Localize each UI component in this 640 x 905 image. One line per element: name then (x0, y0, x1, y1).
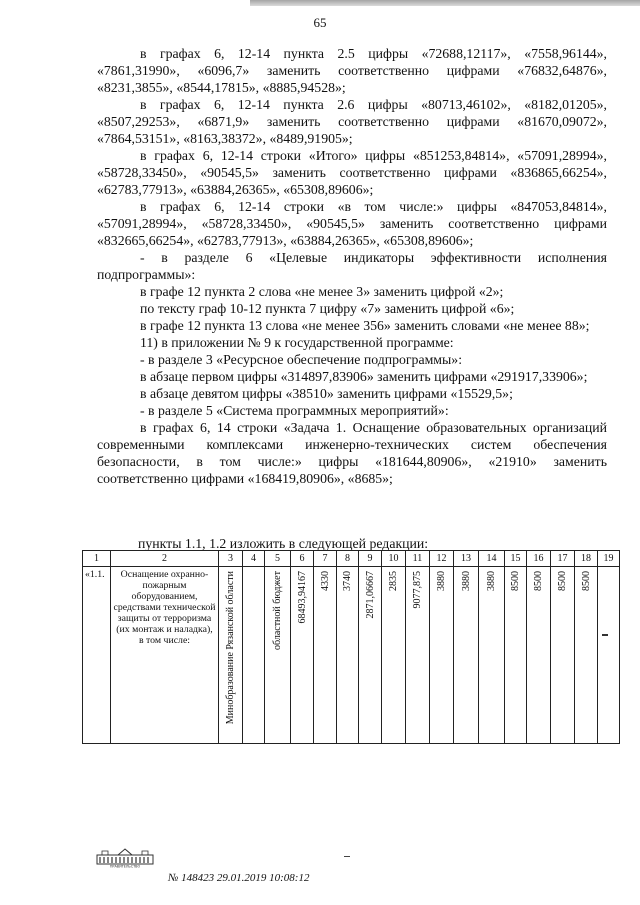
executor-cell (219, 567, 243, 744)
paragraph: по тексту граф 10-12 пункта 7 цифру «7» заменить цифрой «6»; (140, 301, 515, 316)
value-cell: 8500 (527, 567, 551, 744)
table-header-row (83, 551, 620, 567)
header-cell: 14 (479, 551, 505, 567)
header-cell: 17 (551, 551, 575, 567)
value-cell: 3880 (479, 567, 505, 744)
page-number: 65 (313, 15, 327, 30)
header-cell: 11 (406, 551, 430, 567)
header-cell: 9 (359, 551, 382, 567)
executor-text: Минобразование Рязанской области (225, 571, 236, 725)
header-cell: 18 (575, 551, 598, 567)
registration-number: № 148423 29.01.2019 10:08:12 (168, 872, 310, 884)
funding-source-text: областной бюджет (272, 571, 283, 651)
item-number-cell: «1.1. (83, 567, 111, 744)
value-cell: 8500 (575, 567, 598, 744)
header-cell: 2 (111, 551, 219, 567)
paragraph: в абзаце первом цифры «314897,83906» заменить цифрами «291917,33906»; (140, 369, 588, 384)
paragraph: 11) в приложении № 9 к государственной программе: (140, 335, 454, 350)
header-cell: 4 (243, 551, 265, 567)
scan-mark (344, 856, 350, 857)
header-cell: 12 (430, 551, 454, 567)
value-cell: 9077,875 (406, 567, 430, 744)
scan-edge-line (250, 0, 640, 6)
paragraph: в абзаце девятом цифры «38510» заменить цифрами «15529,5»; (140, 386, 513, 401)
paragraph: в графе 12 пункта 2 слова «не менее 3» заменить цифрой «2»; (140, 284, 504, 299)
header-cell: 19 (598, 551, 620, 567)
scan-mark (602, 634, 608, 636)
header-cell: 7 (314, 551, 337, 567)
stamp-caption: ПРАВИТЕЛЬСТВО (109, 864, 141, 868)
header-cell: 6 (291, 551, 314, 567)
value-cell: 68493,94167 (291, 567, 314, 744)
table-cell (243, 567, 265, 744)
value-cell: 3740 (337, 567, 359, 744)
table-intro: пункты 1.1, 1.2 изложить в следующей редакции: (138, 536, 429, 551)
header-cell: 13 (454, 551, 479, 567)
value-cell: 3880 (454, 567, 479, 744)
value-cell: 3880 (430, 567, 454, 744)
header-cell: 8 (337, 551, 359, 567)
paragraph: - в разделе 5 «Система программных мероприятий»: (140, 403, 449, 418)
paragraph: - в разделе 6 «Целевые индикаторы эффективности исполнения подпрограммы»: (97, 250, 607, 282)
header-cell: 10 (382, 551, 406, 567)
value-cell: 8500 (505, 567, 527, 744)
paragraph: в графах 6, 12-14 пункта 2.5 цифры «72688,12117», «7558,96144», «7861,31990», «6096,7» заменить соответственно цифрами «76832,64876», «8231,3855», «8544,17815», «8885,94528»; (97, 46, 607, 95)
government-building-logo (96, 846, 154, 868)
header-cell: 3 (219, 551, 243, 567)
document-body (97, 45, 607, 487)
program-table (82, 550, 620, 744)
paragraph: в графах 6, 12-14 пункта 2.6 цифры «80713,46102», «8182,01205», «8507,29253», «6871,9» заменить соответственно цифрами «81670,09072», «7864,53151», «8163,38372», «8489,91905»; (97, 97, 607, 146)
paragraph: - в разделе 3 «Ресурсное обеспечение подпрограммы»: (140, 352, 463, 367)
paragraph: в графах 6, 12-14 строки «в том числе:» цифры «847053,84814», «57091,28994», «58728,33450», «90545,5» заменить соответственно цифрами «832665,66254», «62783,77913», «63884,26365», «65308,89606»; (97, 199, 607, 248)
header-cell: 16 (527, 551, 551, 567)
item-name-cell: Оснащение охранно-пожарным оборудованием, средствами технической защиты от терроризма (их монтаж и наладка), в том числе: (111, 567, 219, 744)
paragraph: в графе 12 пункта 13 слова «не менее 356» заменить словами «не менее 88»; (140, 318, 590, 333)
value-cell: 8500 (551, 567, 575, 744)
header-cell: 15 (505, 551, 527, 567)
header-cell: 1 (83, 551, 111, 567)
value-cell: 4330 (314, 567, 337, 744)
table-row (83, 567, 620, 744)
paragraph: в графах 6, 12-14 строки «Итого» цифры «851253,84814», «57091,28994», «58728,33450», «90545,5» заменить соответственно цифрами «836865,66254», «62783,77913», «63884,26365», «65308,89606»; (97, 148, 607, 197)
table-cell (598, 567, 620, 744)
paragraph: в графах 6, 14 строки «Задача 1. Оснащение образовательных организаций современными комплексами инженерно-технических систем обеспечения безопасности, в том числе:» цифры «181644,80906», «21910» заменить соответственно цифрами «168419,80906», «8685»; (97, 420, 607, 486)
header-cell: 5 (265, 551, 291, 567)
value-cell: 2835 (382, 567, 406, 744)
value-cell: 2871,06667 (359, 567, 382, 744)
funding-source-cell (265, 567, 291, 744)
